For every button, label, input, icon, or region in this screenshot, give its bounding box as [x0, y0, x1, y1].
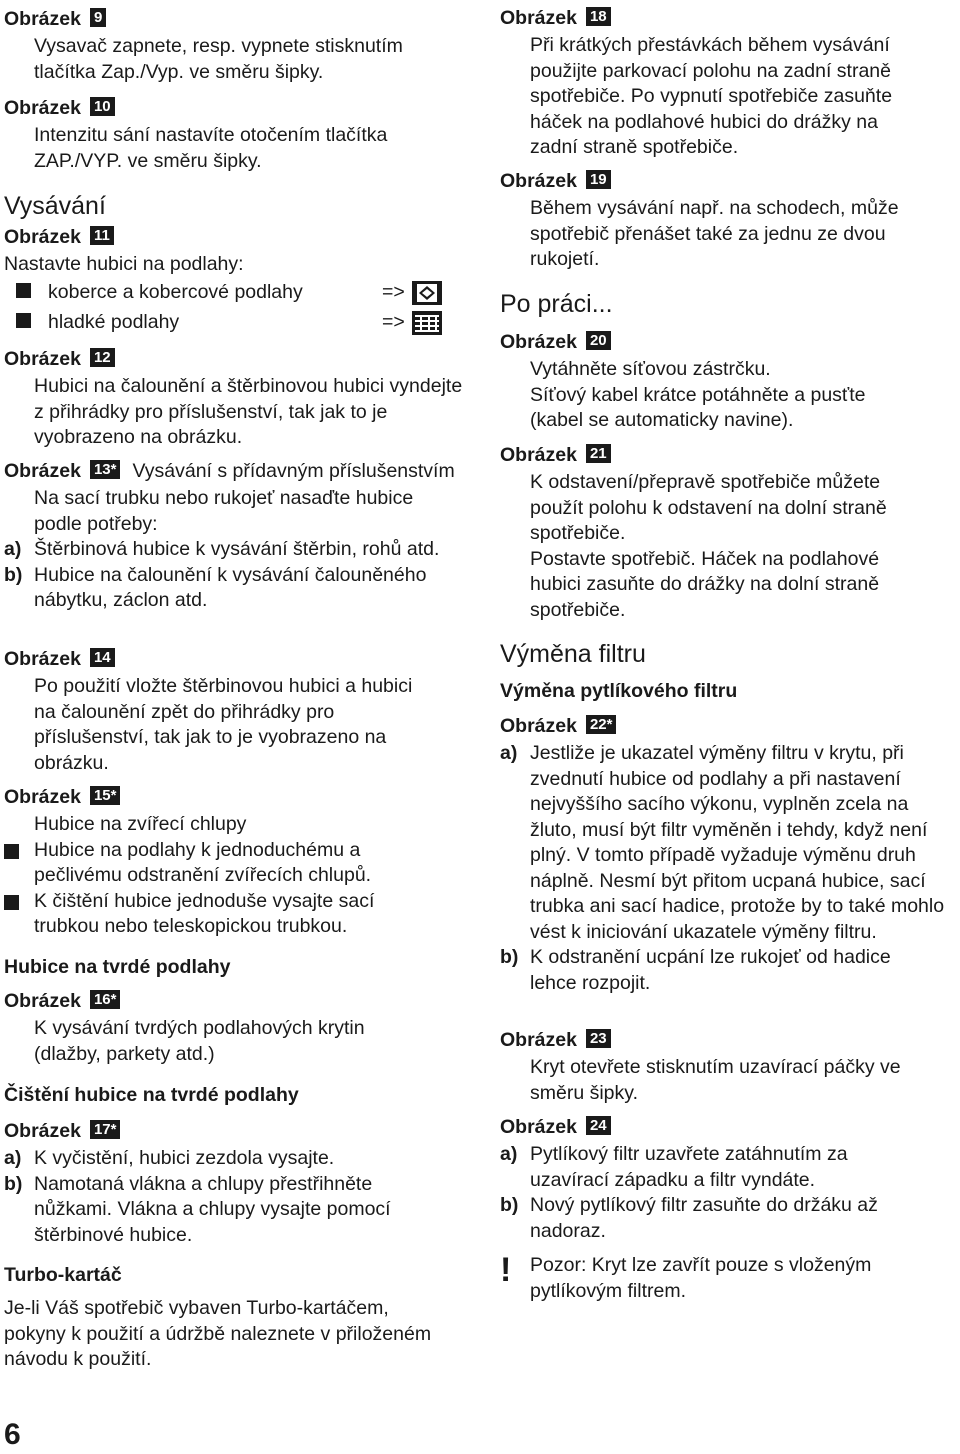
page-number: 6 [4, 1418, 21, 1451]
figure-18-text: Při krátkých přestávkách během vysávání použijte parkovací polohu na zadní straně spotřebiče. Po vypnutí spotřebiče zasuňte háček na podlahové hubici do drážky na zadní straně spotřebiče. [530, 34, 893, 158]
figure-number-badge: 18 [586, 7, 611, 26]
bullet-square [16, 283, 31, 298]
list-marker: b) [500, 1194, 519, 1216]
figure-label: Obrázek [500, 170, 577, 193]
list-item-b [500, 945, 920, 996]
figure-label: Obrázek [4, 460, 81, 483]
warning-icon: ! [500, 1251, 512, 1289]
figure-number-badge: 22* [586, 715, 617, 734]
figure-number-badge: 14 [90, 648, 115, 667]
figure-19-section [500, 168, 960, 273]
figure-number-badge: 12 [90, 348, 115, 367]
bullet-square [4, 844, 19, 859]
list-marker: a) [4, 1147, 22, 1169]
list-item-a [4, 537, 464, 563]
warning-text: Pozor: Kryt lze zavřít pouze s vloženým pytlíkovým filtrem. [530, 1254, 872, 1302]
list-item-b [500, 1193, 910, 1244]
list-marker: a) [500, 1143, 518, 1165]
figure-number-badge: 9 [90, 8, 106, 27]
figure-label: Obrázek [500, 7, 577, 30]
figure-16-section [4, 988, 474, 1067]
figure-24-section [500, 1114, 960, 1244]
figure-label: Obrázek [4, 990, 81, 1013]
figure-14-text: Po použití vložte štěrbinovou hubici a hubici na čalounění zpět do přihrádky pro příslušenství, tak jak to je vyobrazeno na obrázku. [34, 675, 413, 774]
figure-9-text: Vysavač zapnete, resp. vypnete stisknutím tlačítka Zap./Vyp. ve směru šipky. [34, 35, 403, 83]
heading-filter-change: Výměna filtru [500, 640, 646, 668]
figure-label: Obrázek [500, 1029, 577, 1052]
floor-setting-carpet [4, 278, 474, 308]
list-marker: b) [4, 563, 23, 586]
list-item-a [500, 741, 960, 945]
bullet-item [4, 889, 414, 940]
figure-20-line: Vytáhněte síťovou zástrčku. [530, 358, 771, 380]
list-text: K vyčistění, hubici zezdola vysajte. [34, 1147, 335, 1169]
figure-number-badge: 23 [586, 1029, 611, 1048]
turbo-brush-text: Je-li Váš spotřebič vybaven Turbo-kartáčem, pokyny k použití a údržbě naleznete v přiloženém návodu k použití. [4, 1297, 432, 1370]
bullet-text: Hubice na podlahy k jednoduchému a pečlivému odstranění zvířecích chlupů. [34, 838, 372, 886]
figure-label: Obrázek [500, 444, 577, 467]
figure-23-text: Kryt otevřete stisknutím uzavírací páčky ve směru šipky. [530, 1056, 901, 1104]
warning-note [500, 1253, 920, 1304]
heading-turbo-brush: Turbo-kartáč [4, 1264, 122, 1286]
figure-23-section [500, 1027, 960, 1106]
figure-21-section [500, 442, 960, 623]
list-item-a [4, 1146, 444, 1172]
list-marker: a) [500, 742, 518, 764]
figure-number-badge: 20 [586, 331, 611, 350]
list-item-a [500, 1142, 900, 1193]
floor-setting-label: hladké podlahy [48, 310, 180, 333]
figure-label: Obrázek [4, 648, 81, 671]
list-text: Nový pytlíkový filtr zasuňte do držáku až nadoraz. [530, 1194, 878, 1242]
figure-number-badge: 16* [90, 990, 121, 1009]
floor-setting-label: koberce a kobercové podlahy [48, 280, 303, 303]
list-text: Namotaná vlákna a chlupy přestřihněte nůžkami. Vlákna a chlupy vysajte pomocí štěrbinové hubice. [34, 1172, 391, 1246]
figure-11-section [4, 224, 474, 338]
figure-21-line: Postavte spotřebič. Háček na podlahové hubici zasuňte do drážky na dolní straně spotřebiče. [530, 547, 880, 621]
figure-11-intro: Nastavte hubici na podlahy: [4, 253, 244, 275]
figure-number-badge: 19 [586, 170, 611, 189]
figure-10-section [4, 95, 474, 174]
list-marker: b) [4, 1172, 23, 1195]
figure-number-badge: 15* [90, 786, 121, 805]
figure-number-badge: 17* [90, 1120, 121, 1139]
figure-label: Obrázek [500, 331, 577, 354]
heading-bag-filter-change: Výměna pytlíkového filtru [500, 680, 738, 702]
figure-label: Obrázek [4, 226, 81, 249]
bullet-text: K čištění hubice jednoduše vysajte sací trubkou nebo teleskopickou trubkou. [34, 889, 375, 937]
carpet-setting-icon [412, 281, 442, 305]
figure-15-intro: Hubice na zvířecí chlupy [34, 813, 247, 835]
figure-label: Obrázek [500, 715, 577, 738]
list-text: Štěrbinová hubice k vysávání štěrbin, rohů atd. [34, 538, 440, 560]
list-marker: b) [500, 946, 519, 968]
figure-number-badge: 11 [90, 226, 114, 245]
hard-floor-setting-icon [412, 311, 442, 335]
list-marker: a) [4, 538, 22, 560]
figure-12-section [4, 346, 474, 451]
heading-vysavani: Vysávání [4, 192, 106, 220]
figure-13-intro: Na sací trubku nebo rukojeť nasaďte hubice podle potřeby: [34, 487, 414, 535]
figure-22-section [500, 713, 960, 996]
arrow-text: => [382, 310, 405, 333]
heading-after-work: Po práci... [500, 290, 613, 318]
list-text: Jestliže je ukazatel výměny filtru v krytu, při zvednutí hubice od podlahy a při nastavení nejvyššího sacího výkonu, vyplněn zcela na žluto, musí být filtr vyměněn i tehdy, když není plný. V tomto případě vyžaduje výměnu druh náplně. Nesmí být přitom ucpaná hubice, sací trubka ani sací hadice, protože by to také mohlo vést k iniciování ukazatele výměny filtru. [530, 742, 945, 943]
arrow-text: => [382, 280, 405, 303]
figure-number-badge: 13* [90, 460, 121, 479]
bullet-square [4, 895, 19, 910]
figure-9-section [4, 6, 474, 85]
list-item-b [4, 1172, 434, 1249]
figure-18-section [500, 5, 960, 161]
floor-setting-hard [4, 308, 474, 338]
figure-15-section [4, 784, 474, 940]
figure-label: Obrázek [4, 348, 81, 371]
list-text: K odstranění ucpání lze rukojeť od hadice lehce rozpojit. [530, 946, 891, 994]
figure-20-section [500, 329, 960, 434]
heading-cleaning-nozzle: Čištění hubice na tvrdé podlahy [4, 1084, 299, 1106]
heading-hard-floor-nozzle: Hubice na tvrdé podlahy [4, 956, 231, 978]
figure-label: Obrázek [4, 786, 81, 809]
figure-number-badge: 10 [90, 97, 115, 116]
list-item-b [4, 563, 464, 614]
figure-label: Obrázek [4, 8, 81, 31]
figure-label: Obrázek [4, 1120, 81, 1143]
figure-13-section [4, 458, 474, 614]
figure-label: Obrázek [500, 1116, 577, 1139]
figure-12-text: Hubici na čalounění a štěrbinovou hubici vyndejte z přihrádky pro příslušenství, tak jak to je vyobrazeno na obrázku. [34, 375, 463, 448]
figure-number-badge: 21 [586, 444, 611, 463]
list-text: Hubice na čalounění k vysávání čalouněného nábytku, záclon atd. [34, 563, 427, 611]
figure-19-text: Během vysávání např. na schodech, může spotřebič přenášet také za jednu ze dvou rukojetí. [530, 197, 899, 270]
bullet-item [4, 838, 404, 889]
figure-14-section [4, 646, 474, 776]
bullet-square [16, 313, 31, 328]
figure-17-section [4, 1118, 474, 1248]
figure-16-text: K vysávání tvrdých podlahových krytin (dlažby, parkety atd.) [34, 1017, 365, 1065]
figure-20-line: Síťový kabel krátce potáhněte a pusťte (kabel se automaticky navine). [530, 383, 866, 431]
figure-21-line: K odstavení/přepravě spotřebiče můžete použít polohu k odstavení na dolní straně spotřebiče. [530, 471, 887, 544]
list-text: Pytlíkový filtr uzavřete zatáhnutím za uzavírací západku a filtr vyndáte. [530, 1143, 848, 1191]
figure-10-text: Intenzitu sání nastavíte otočením tlačítka ZAP./VYP. ve směru šipky. [34, 124, 388, 172]
figure-number-badge: 24 [586, 1116, 611, 1135]
figure-label: Obrázek [4, 97, 81, 120]
figure-13-title: Vysávání s přídavným příslušenstvím [132, 460, 455, 483]
